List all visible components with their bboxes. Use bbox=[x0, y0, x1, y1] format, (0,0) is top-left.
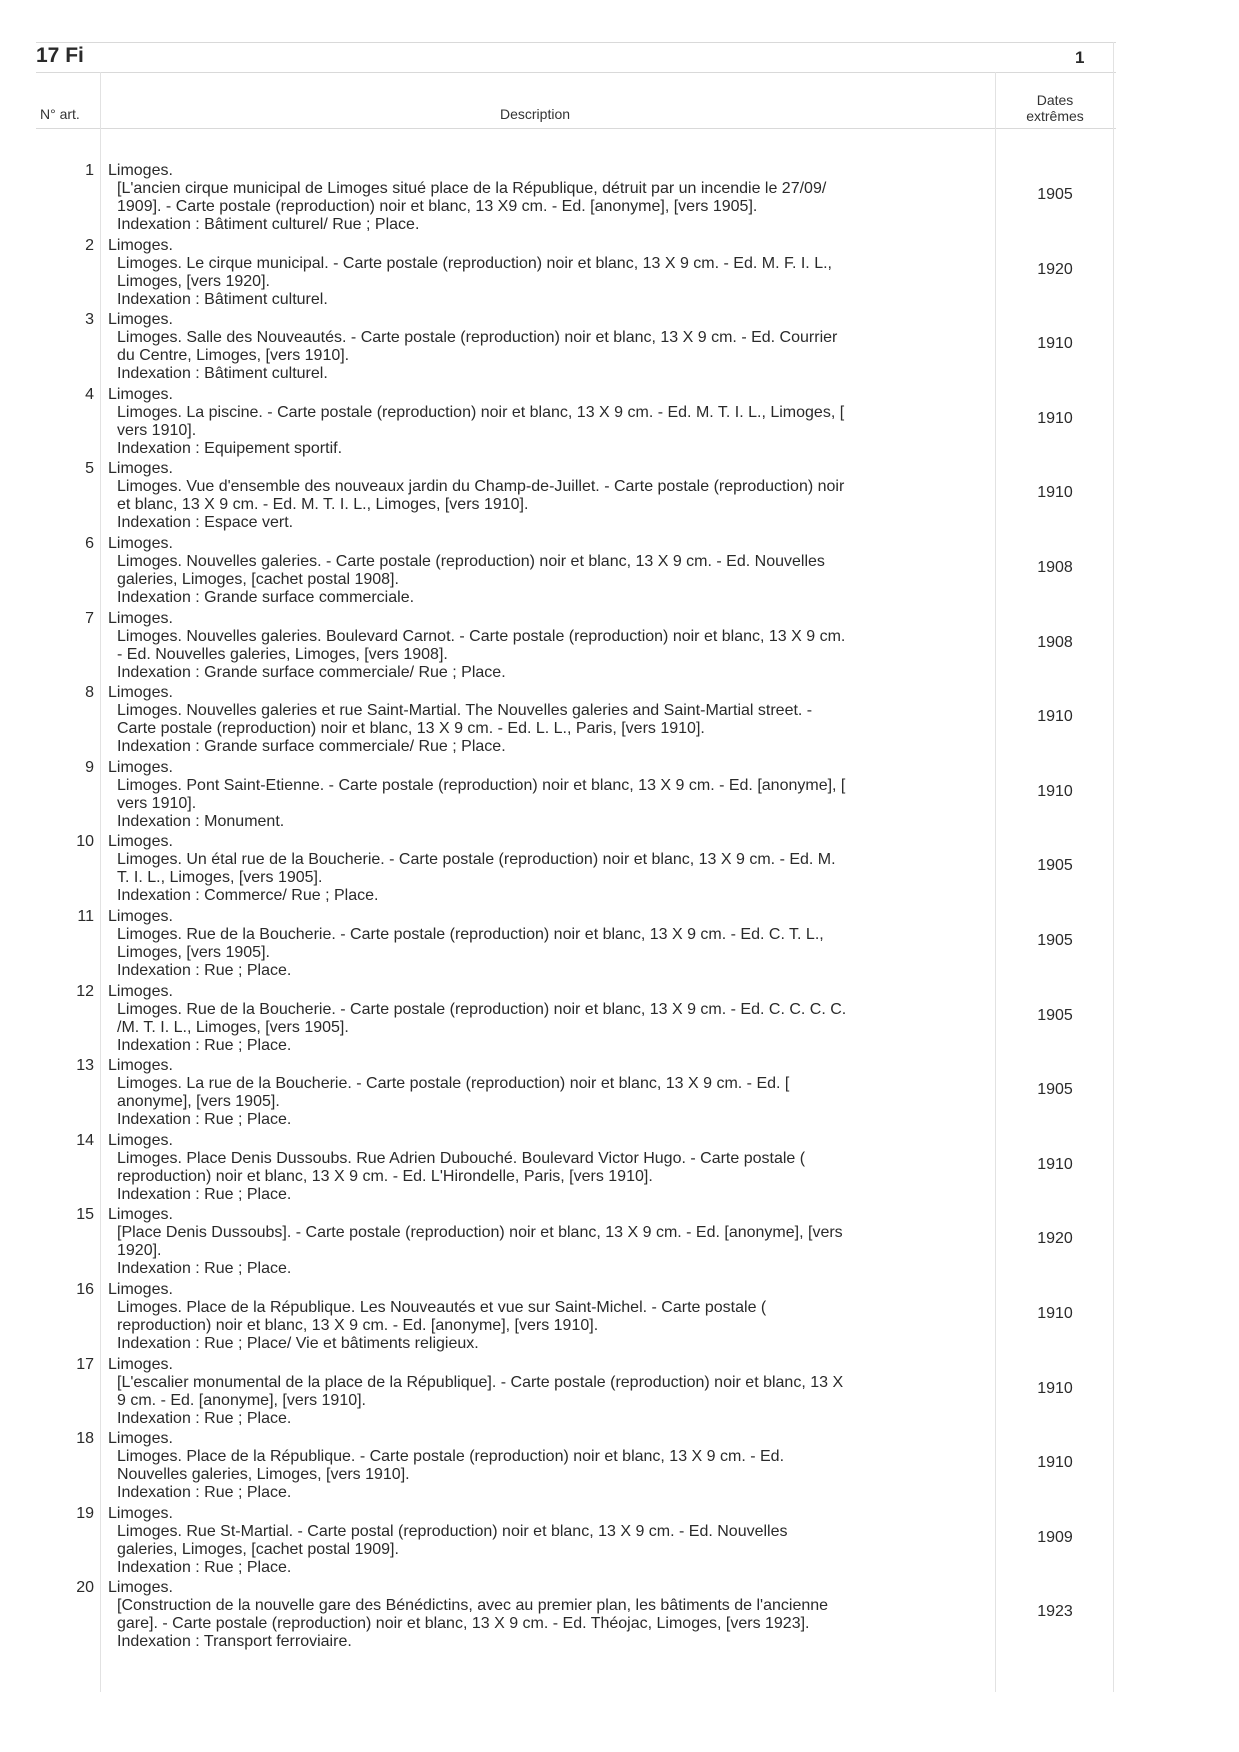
entry-description-line: Limoges. Place Denis Dussoubs. Rue Adrien Dubouché. Boulevard Victor Hugo. - Carte postale ( bbox=[117, 1149, 806, 1167]
entry-number: 2 bbox=[85, 236, 94, 254]
entry-description-line: Limoges, [vers 1920]. bbox=[117, 272, 270, 290]
entry-description bbox=[117, 851, 836, 905]
entry-description-line: Limoges. Place de la République. - Carte postale (reproduction) noir et blanc, 13 X 9 cm. - Ed. bbox=[117, 1448, 785, 1466]
entry-heading: Limoges. bbox=[108, 1504, 173, 1522]
entry-description-line: reproduction) noir et blanc, 13 X 9 cm. - Ed. L'Hirondelle, Paris, [vers 1910]. bbox=[117, 1167, 653, 1185]
entry-number: 9 bbox=[85, 758, 94, 776]
list-item bbox=[0, 983, 1239, 1058]
entry-indexation: Indexation : Transport ferroviaire. bbox=[117, 1633, 352, 1651]
entry-heading: Limoges. bbox=[108, 311, 173, 329]
entry-date: 1909 bbox=[1037, 1528, 1073, 1546]
entry-indexation: Indexation : Rue ; Place. bbox=[117, 1260, 292, 1278]
entry-heading: Limoges. bbox=[108, 907, 173, 925]
entry-description-line: Limoges. La piscine. - Carte postale (reproduction) noir et blanc, 13 X 9 cm. - Ed. M. T. I. L., Limoges, [ bbox=[117, 403, 845, 421]
entry-description bbox=[117, 255, 832, 309]
entry-description-line: [Construction de la nouvelle gare des Bénédictins, avec au premier plan, les bâtiments de l'ancienne bbox=[117, 1597, 829, 1615]
entry-description-line: Limoges. Nouvelles galeries. Boulevard Carnot. - Carte postale (reproduction) noir et blanc, 13 X 9 cm. bbox=[117, 627, 846, 645]
entry-description bbox=[117, 1448, 784, 1502]
entry-heading: Limoges. bbox=[108, 460, 173, 478]
entry-date: 1910 bbox=[1037, 708, 1073, 726]
entry-date: 1905 bbox=[1037, 1081, 1073, 1099]
entry-description-line: galeries, Limoges, [cachet postal 1909]. bbox=[117, 1540, 399, 1558]
entry-number: 8 bbox=[85, 684, 94, 702]
list-item bbox=[0, 1206, 1239, 1281]
entry-indexation: Indexation : Rue ; Place. bbox=[117, 1185, 292, 1203]
title-rule bbox=[36, 72, 1116, 73]
entry-description bbox=[117, 926, 824, 980]
list-item bbox=[0, 759, 1239, 834]
entry-description-line: 1909]. - Carte postale (reproduction) noir et blanc, 13 X9 cm. - Ed. [anonyme], [vers 1905]. bbox=[117, 198, 758, 215]
list-item bbox=[0, 833, 1239, 908]
entry-number: 4 bbox=[85, 385, 94, 403]
list-item bbox=[0, 1281, 1239, 1356]
list-item bbox=[0, 1579, 1239, 1654]
entry-description-line: galeries, Limoges, [cachet postal 1908]. bbox=[117, 570, 399, 588]
entry-indexation: Indexation : Grande surface commerciale/ Rue ; Place. bbox=[117, 738, 506, 756]
entry-date: 1905 bbox=[1037, 186, 1073, 203]
entry-heading: Limoges. bbox=[108, 236, 173, 254]
entry-indexation: Indexation : Bâtiment culturel. bbox=[117, 365, 328, 383]
entry-description-line: et blanc, 13 X 9 cm. - Ed. M. T. I. L., Limoges, [vers 1910]. bbox=[117, 496, 529, 514]
entry-description bbox=[117, 1224, 843, 1278]
entry-heading: Limoges. bbox=[108, 758, 173, 776]
entry-date: 1905 bbox=[1037, 857, 1073, 875]
entry-description bbox=[117, 1523, 788, 1577]
entry-description-line: [L'escalier monumental de la place de la République]. - Carte postale (reproduction) noir et blanc, 13 X bbox=[117, 1373, 844, 1391]
entry-description-line: Limoges. La rue de la Boucherie. - Carte postale (reproduction) noir et blanc, 13 X 9 cm. - Ed. [ bbox=[117, 1075, 790, 1093]
entry-description-line: Nouvelles galeries, Limoges, [vers 1910]. bbox=[117, 1466, 410, 1484]
entry-heading: Limoges. bbox=[108, 1057, 173, 1075]
column-header-dates-line2: extrêmes bbox=[1026, 108, 1084, 124]
entry-heading: Limoges. bbox=[108, 1355, 173, 1373]
entry-description-line: Limoges. Place de la République. Les Nouveautés et vue sur Saint-Michel. - Carte postale ( bbox=[117, 1298, 767, 1316]
entry-number: 3 bbox=[85, 311, 94, 329]
entry-description-line: /M. T. I. L., Limoges, [vers 1905]. bbox=[117, 1018, 349, 1036]
entry-description bbox=[117, 1001, 846, 1055]
entry-indexation: Indexation : Bâtiment culturel/ Rue ; Place. bbox=[117, 216, 420, 233]
entry-description-line: vers 1910]. bbox=[117, 421, 197, 439]
entry-description-line: Limoges. Rue de la Boucherie. - Carte postale (reproduction) noir et blanc, 13 X 9 cm. - Ed. C. C. C. C. bbox=[117, 1000, 847, 1018]
list-item bbox=[0, 908, 1239, 983]
entry-date: 1908 bbox=[1037, 558, 1073, 576]
entry-date: 1910 bbox=[1037, 484, 1073, 502]
entry-date: 1905 bbox=[1037, 1006, 1073, 1024]
entry-heading: Limoges. bbox=[108, 1280, 173, 1298]
fonds-cote-title: 17 Fi bbox=[36, 44, 84, 67]
entry-description bbox=[117, 478, 844, 532]
entry-number: 15 bbox=[76, 1206, 94, 1224]
entry-description-line: - Ed. Nouvelles galeries, Limoges, [vers 1908]. bbox=[117, 645, 448, 663]
entry-number: 10 bbox=[76, 833, 94, 851]
page-number: 1 bbox=[1075, 48, 1085, 67]
entry-indexation: Indexation : Monument. bbox=[117, 812, 285, 830]
entry-description-line: [Place Denis Dussoubs]. - Carte postale (reproduction) noir et blanc, 13 X 9 cm. - Ed. [anonyme], [vers bbox=[117, 1224, 843, 1242]
entry-number: 16 bbox=[76, 1280, 94, 1298]
entry-description-line: Limoges. Un étal rue de la Boucherie. - Carte postale (reproduction) noir et blanc, 13 X 9 cm. - Ed. M. bbox=[117, 851, 836, 869]
entry-description bbox=[117, 1150, 805, 1204]
entry-heading: Limoges. bbox=[108, 609, 173, 627]
entry-description-line: anonyme], [vers 1905]. bbox=[117, 1093, 280, 1111]
entry-heading: Limoges. bbox=[108, 1206, 173, 1224]
entry-description bbox=[117, 1299, 766, 1353]
entry-description-line: reproduction) noir et blanc, 13 X 9 cm. - Ed. [anonyme], [vers 1910]. bbox=[117, 1316, 599, 1334]
entry-heading: Limoges. bbox=[108, 162, 173, 179]
entry-date: 1910 bbox=[1037, 782, 1073, 800]
entry-description-line: Limoges. Nouvelles galeries et rue Saint-Martial. The Nouvelles galeries and Saint-Martial street. - bbox=[117, 702, 813, 720]
list-item bbox=[0, 535, 1239, 610]
entry-number: 1 bbox=[85, 162, 94, 179]
header-rule bbox=[36, 128, 1116, 129]
entry-description bbox=[117, 404, 844, 458]
entry-description bbox=[117, 329, 837, 383]
entry-heading: Limoges. bbox=[108, 1131, 173, 1149]
entry-number: 6 bbox=[85, 534, 94, 552]
entry-description bbox=[117, 702, 812, 756]
entry-number: 18 bbox=[76, 1430, 94, 1448]
entry-description bbox=[117, 1075, 789, 1129]
column-header-dates bbox=[1010, 92, 1100, 124]
entry-description-line: Carte postale (reproduction) noir et blanc, 13 X 9 cm. - Ed. L. L., Paris, [vers 1910]. bbox=[117, 720, 705, 738]
entry-number: 12 bbox=[76, 982, 94, 1000]
entry-number: 20 bbox=[76, 1579, 94, 1597]
entry-description-line: T. I. L., Limoges, [vers 1905]. bbox=[117, 869, 323, 887]
list-item bbox=[0, 684, 1239, 759]
entry-date: 1908 bbox=[1037, 633, 1073, 651]
entry-indexation: Indexation : Rue ; Place. bbox=[117, 1558, 292, 1576]
entry-description-line: Limoges. Salle des Nouveautés. - Carte postale (reproduction) noir et blanc, 13 X 9 cm. - Ed. Courrier bbox=[117, 329, 838, 347]
list-item bbox=[0, 1132, 1239, 1207]
entry-indexation: Indexation : Equipement sportif. bbox=[117, 439, 343, 457]
entry-date: 1923 bbox=[1037, 1603, 1073, 1621]
entry-heading: Limoges. bbox=[108, 534, 173, 552]
entry-date: 1910 bbox=[1037, 409, 1073, 427]
entry-heading: Limoges. bbox=[108, 982, 173, 1000]
entry-number: 11 bbox=[77, 907, 94, 925]
entry-indexation: Indexation : Rue ; Place. bbox=[117, 1111, 292, 1129]
entry-description-line: du Centre, Limoges, [vers 1910]. bbox=[117, 347, 350, 365]
entry-description-line: vers 1910]. bbox=[117, 794, 197, 812]
list-item bbox=[0, 460, 1239, 535]
entry-date: 1920 bbox=[1037, 260, 1073, 278]
list-item bbox=[0, 311, 1239, 386]
entry-description bbox=[117, 1597, 828, 1651]
entry-indexation: Indexation : Rue ; Place. bbox=[117, 1484, 292, 1502]
entry-indexation: Indexation : Bâtiment culturel. bbox=[117, 290, 328, 308]
column-header-num: N° art. bbox=[40, 106, 80, 122]
entry-indexation: Indexation : Commerce/ Rue ; Place. bbox=[117, 887, 379, 905]
entry-description-line: [L'ancien cirque municipal de Limoges situé place de la République, détruit par un incendie le 27/09/ bbox=[117, 180, 827, 197]
column-header-description: Description bbox=[500, 106, 571, 122]
entry-date: 1910 bbox=[1037, 335, 1073, 353]
entry-indexation: Indexation : Rue ; Place/ Vie et bâtiments religieux. bbox=[117, 1334, 479, 1352]
entry-description-line: Limoges, [vers 1905]. bbox=[117, 943, 270, 961]
entry-number: 19 bbox=[76, 1504, 94, 1522]
entry-number: 5 bbox=[85, 460, 94, 478]
entry-indexation: Indexation : Rue ; Place. bbox=[117, 961, 292, 979]
list-item bbox=[0, 237, 1239, 312]
list-item bbox=[0, 162, 1239, 237]
entry-indexation: Indexation : Rue ; Place. bbox=[117, 1409, 292, 1427]
list-item bbox=[0, 1430, 1239, 1505]
entry-description-line: Limoges. Nouvelles galeries. - Carte postale (reproduction) noir et blanc, 13 X 9 cm. - Ed. Nouvelles bbox=[117, 552, 825, 570]
list-item bbox=[0, 1356, 1239, 1431]
entry-indexation: Indexation : Rue ; Place. bbox=[117, 1036, 292, 1054]
list-item bbox=[0, 1057, 1239, 1132]
entry-date: 1920 bbox=[1037, 1230, 1073, 1248]
entry-number: 7 bbox=[85, 609, 94, 627]
entry-number: 13 bbox=[76, 1057, 94, 1075]
list-item bbox=[0, 386, 1239, 461]
entry-description-line: Limoges. Rue St-Martial. - Carte postal (reproduction) noir et blanc, 13 X 9 cm. - Ed. Nouvelles bbox=[117, 1522, 788, 1540]
entry-indexation: Indexation : Grande surface commerciale/ Rue ; Place. bbox=[117, 663, 506, 681]
entry-date: 1910 bbox=[1037, 1379, 1073, 1397]
entry-description-line: 9 cm. - Ed. [anonyme], [vers 1910]. bbox=[117, 1391, 366, 1409]
entry-description bbox=[117, 180, 826, 234]
entry-description-line: Limoges. Le cirque municipal. - Carte postale (reproduction) noir et blanc, 13 X 9 cm. - Ed. M. F. I. L., bbox=[117, 254, 832, 272]
entry-description-line: gare]. - Carte postale (reproduction) noir et blanc, 13 X 9 cm. - Ed. Théojac, Limoges, [vers 1923]. bbox=[117, 1615, 810, 1633]
entry-description-line: Limoges. Pont Saint-Etienne. - Carte postale (reproduction) noir et blanc, 13 X 9 cm. - Ed. [anonyme], [ bbox=[117, 776, 846, 794]
entry-description-line: Limoges. Vue d'ensemble des nouveaux jardin du Champ-de-Juillet. - Carte postale (reproduction) noir bbox=[117, 478, 845, 496]
entry-date: 1905 bbox=[1037, 931, 1073, 949]
entry-date: 1910 bbox=[1037, 1304, 1073, 1322]
entry-date: 1910 bbox=[1037, 1155, 1073, 1173]
column-header-dates-line1: Dates bbox=[1036, 92, 1074, 108]
entry-number: 17 bbox=[76, 1355, 94, 1373]
entry-heading: Limoges. bbox=[108, 1579, 173, 1597]
entry-description-line: 1920]. bbox=[117, 1242, 162, 1260]
entry-description-line: Limoges. Rue de la Boucherie. - Carte postale (reproduction) noir et blanc, 13 X 9 cm. - Ed. C. T. L., bbox=[117, 925, 824, 943]
entry-heading: Limoges. bbox=[108, 1430, 173, 1448]
entry-date: 1910 bbox=[1037, 1454, 1073, 1472]
list-item bbox=[0, 610, 1239, 685]
top-rule bbox=[36, 42, 1116, 43]
entry-description bbox=[117, 777, 845, 831]
entry-indexation: Indexation : Grande surface commerciale. bbox=[117, 588, 415, 606]
entries-list bbox=[0, 162, 1239, 1654]
entry-description bbox=[117, 1374, 843, 1428]
entry-heading: Limoges. bbox=[108, 833, 173, 851]
entry-number: 14 bbox=[76, 1131, 94, 1149]
entry-heading: Limoges. bbox=[108, 385, 173, 403]
entry-description bbox=[117, 628, 845, 682]
entry-description bbox=[117, 553, 825, 607]
entry-heading: Limoges. bbox=[108, 684, 173, 702]
list-item bbox=[0, 1505, 1239, 1580]
entry-indexation: Indexation : Espace vert. bbox=[117, 514, 294, 532]
